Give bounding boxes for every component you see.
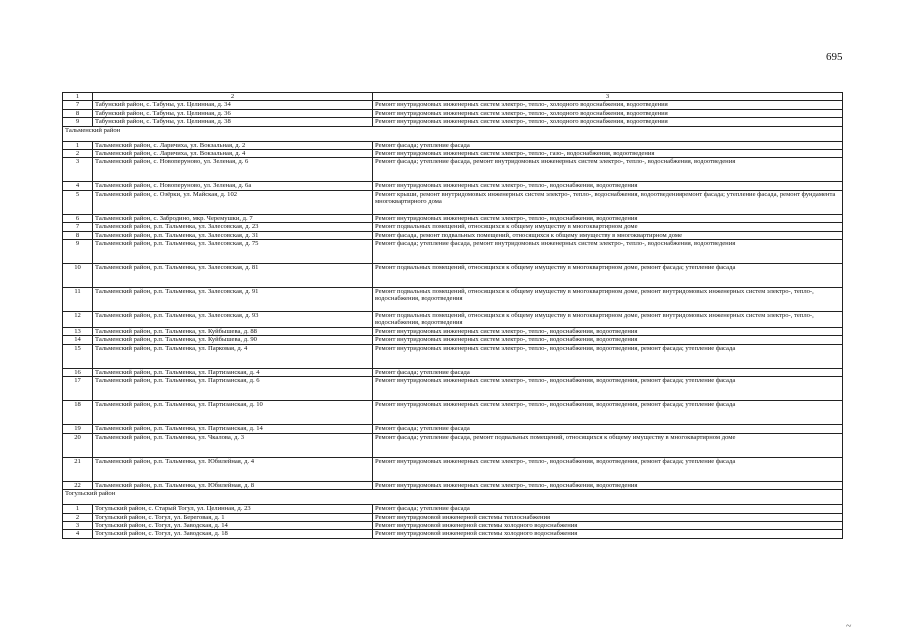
table-row bbox=[63, 223, 843, 231]
row-address: Тальменский район, р.п. Тальменка, ул. Партизанская, д. 4 bbox=[93, 368, 373, 376]
row-work-description: Ремонт внутридомовых инженерных систем электро-, тепло-, холодного водоснабжения, водоотведения bbox=[373, 109, 843, 117]
row-work-description: Ремонт внутридомовых инженерных систем электро-, тепло-, водоснабжения, водоотведения, ремонт фасада; утепление фасада bbox=[373, 344, 843, 368]
row-number: 17 bbox=[63, 377, 93, 401]
row-number: 1 bbox=[63, 505, 93, 513]
row-work-description: Ремонт фасада; утепление фасада, ремонт внутридомовых инженерных систем электро-, тепло-, водоснабжения, водоотведения bbox=[373, 240, 843, 264]
row-work-description: Ремонт внутридомовых инженерных систем электро-, тепло-, водоснабжения, водоотведения, ремонт фасада; утепление фасада bbox=[373, 457, 843, 481]
row-address: Тальменский район, р.п. Тальменка, ул. Залесовская, д. 23 bbox=[93, 223, 373, 231]
row-address: Тальменский район, р.п. Тальменка, ул. Юбилейная, д. 8 bbox=[93, 481, 373, 489]
row-address: Тогульский район, с. Тогул, ул. Заводская, д. 14 bbox=[93, 521, 373, 529]
table-row bbox=[63, 150, 843, 158]
page-number: 695 bbox=[826, 51, 843, 63]
row-address: Табунский район, с. Табуны, ул. Целинная, д. 34 bbox=[93, 101, 373, 109]
row-address: Тальменский район, р.п. Тальменка, ул. Юбилейная, д. 4 bbox=[93, 457, 373, 481]
row-number: 9 bbox=[63, 118, 93, 126]
row-work-description: Ремонт внутридомовых инженерных систем электро-, тепло-, водоснабжения, водоотведения bbox=[373, 336, 843, 344]
row-number: 15 bbox=[63, 344, 93, 368]
table-row bbox=[63, 312, 843, 328]
row-number: 3 bbox=[63, 521, 93, 529]
row-address: Тальменский район, с. Новоперуново, ул. Зеленая, д. 6а bbox=[93, 182, 373, 190]
row-address: Тальменский район, с. Ларичиха, ул. Вокзальная, д. 4 bbox=[93, 150, 373, 158]
table-row bbox=[63, 336, 843, 344]
row-address: Тальменский район, р.п. Тальменка, ул. Залесовская, д. 31 bbox=[93, 231, 373, 239]
row-work-description: Ремонт подвальных помещений, относящихся к общему имуществу в многоквартирном доме, ремонт внутридомовых инженерных систем электро-, тепло-, водоснабжения, водоотведения bbox=[373, 312, 843, 328]
table-row bbox=[63, 158, 843, 182]
row-number: 8 bbox=[63, 109, 93, 117]
row-address: Тальменский район, р.п. Тальменка, ул. Залесовская, д. 91 bbox=[93, 288, 373, 312]
row-number: 11 bbox=[63, 288, 93, 312]
row-work-description: Ремонт внутридомовых инженерных систем электро-, тепло-, водоснабжения, водоотведения bbox=[373, 481, 843, 489]
row-address: Тальменский район, р.п. Тальменка, ул. Залесовская, д. 75 bbox=[93, 240, 373, 264]
row-work-description: Ремонт внутридомовой инженерной системы теплоснабжения bbox=[373, 513, 843, 521]
table-row bbox=[63, 141, 843, 149]
row-work-description: Ремонт внутридомовых инженерных систем электро-, тепло-, водоснабжения, водоотведения bbox=[373, 182, 843, 190]
table-row bbox=[63, 521, 843, 529]
row-work-description: Ремонт подвальных помещений, относящихся к общему имуществу в многоквартирном доме, ремонт фасада; утепление фасада bbox=[373, 264, 843, 288]
row-address: Тальменский район, р.п. Тальменка, ул. Партизанская, д. 14 bbox=[93, 425, 373, 433]
table-row bbox=[63, 401, 843, 425]
row-number: 3 bbox=[63, 158, 93, 182]
row-number: 7 bbox=[63, 223, 93, 231]
row-address: Тальменский район, р.п. Тальменка, ул. Залесовская, д. 81 bbox=[93, 264, 373, 288]
section-title: Тогульский район bbox=[63, 490, 843, 505]
row-number: 14 bbox=[63, 336, 93, 344]
row-work-description: Ремонт подвальных помещений, относящихся к общему имуществу в многоквартирном доме bbox=[373, 223, 843, 231]
row-address: Тальменский район, р.п. Тальменка, ул. Куйбышева, д. 88 bbox=[93, 328, 373, 336]
row-work-description: Ремонт фасада; утепление фасада bbox=[373, 425, 843, 433]
row-address: Тальменский район, р.п. Тальменка, ул. Чкалова, д. 3 bbox=[93, 433, 373, 457]
section-title: Тальменский район bbox=[63, 126, 843, 141]
row-address: Тальменский район, р.п. Тальменка, ул. Парковая, д. 4 bbox=[93, 344, 373, 368]
row-address: Тальменский район, р.п. Тальменка, ул. Залесовская, д. 93 bbox=[93, 312, 373, 328]
row-work-description: Ремонт внутридомовых инженерных систем электро-, тепло-, холодного водоснабжения, водоотведения bbox=[373, 118, 843, 126]
row-work-description: Ремонт внутридомовых инженерных систем электро-, тепло-, водоснабжения, водоотведения, ремонт фасада; утепление фасада bbox=[373, 401, 843, 425]
row-address: Тальменский район, р.п. Тальменка, ул. Куйбышева, д. 90 bbox=[93, 336, 373, 344]
table-row bbox=[63, 457, 843, 481]
row-number: 21 bbox=[63, 457, 93, 481]
table-row bbox=[63, 231, 843, 239]
table-row bbox=[63, 118, 843, 126]
row-work-description: Ремонт внутридомовых инженерных систем электро-, тепло-, водоснабжения, водоотведения bbox=[373, 214, 843, 222]
row-number: 9 bbox=[63, 240, 93, 264]
row-address: Тальменский район, р.п. Тальменка, ул. Партизанская, д. 6 bbox=[93, 377, 373, 401]
row-work-description: Ремонт внутридомовых инженерных систем электро-, тепло-, газо-, водоснабжения, водоотведения bbox=[373, 150, 843, 158]
row-address: Тальменский район, с. Ларичиха, ул. Вокзальная, д. 2 bbox=[93, 141, 373, 149]
table-row bbox=[63, 109, 843, 117]
table-row bbox=[63, 505, 843, 513]
row-number: 22 bbox=[63, 481, 93, 489]
row-work-description: Ремонт фасада; утепление фасада, ремонт внутридомовых инженерных систем электро-, тепло-, водоснабжения, водоотведения bbox=[373, 158, 843, 182]
section-row bbox=[63, 126, 843, 141]
row-work-description: Ремонт подвальных помещений, относящихся к общему имуществу в многоквартирном доме, ремонт внутридомовых инженерных систем электро-, тепло-, водоснабжения, водоотведения bbox=[373, 288, 843, 312]
row-number: 2 bbox=[63, 150, 93, 158]
row-number: 7 bbox=[63, 101, 93, 109]
row-number: 10 bbox=[63, 264, 93, 288]
row-work-description: Ремонт внутридомовых инженерных систем электро-, тепло-, холодного водоснабжения, водоотведения bbox=[373, 101, 843, 109]
table-row bbox=[63, 214, 843, 222]
row-number: 6 bbox=[63, 214, 93, 222]
row-address: Тальменский район, р.п. Тальменка, ул. Партизанская, д. 10 bbox=[93, 401, 373, 425]
table-row bbox=[63, 425, 843, 433]
row-address: Тальменский район, с. Забродино, мкр. Черемушки, д. 7 bbox=[93, 214, 373, 222]
row-number: 4 bbox=[63, 182, 93, 190]
row-work-description: Ремонт крыши, ремонт внутридомовых инженерных систем электро-, тепло-, водоснабжения, водоотведенияремонт фасада; утепление фасада, ремонт фундамента многоквартирного дома bbox=[373, 190, 843, 214]
table-row bbox=[63, 433, 843, 457]
row-address: Тальменский район, с. Новоперуново, ул. Зеленая, д. 6 bbox=[93, 158, 373, 182]
section-row bbox=[63, 490, 843, 505]
table-row bbox=[63, 513, 843, 521]
column-header-1: 1 bbox=[63, 93, 93, 101]
header-row bbox=[63, 93, 843, 101]
table-row bbox=[63, 344, 843, 368]
row-address: Табунский район, с. Табуны, ул. Целинная, д. 36 bbox=[93, 109, 373, 117]
column-header-3: 3 bbox=[373, 93, 843, 101]
row-work-description: Ремонт фасада; утепление фасада bbox=[373, 141, 843, 149]
row-work-description: Ремонт внутридомовой инженерной системы холодного водоснабжения bbox=[373, 521, 843, 529]
table-row bbox=[63, 288, 843, 312]
row-work-description: Ремонт фасада; утепление фасада bbox=[373, 505, 843, 513]
row-number: 20 bbox=[63, 433, 93, 457]
row-work-description: Ремонт внутридомовых инженерных систем электро-, тепло-, водоснабжения, водоотведения bbox=[373, 328, 843, 336]
row-number: 1 bbox=[63, 141, 93, 149]
row-address: Тогульский район, с. Тогул, ул. Заводская, д. 18 bbox=[93, 530, 373, 538]
row-number: 13 bbox=[63, 328, 93, 336]
row-number: 2 bbox=[63, 513, 93, 521]
table-row bbox=[63, 530, 843, 538]
row-number: 5 bbox=[63, 190, 93, 214]
row-number: 16 bbox=[63, 368, 93, 376]
row-address: Табунский район, с. Табуны, ул. Целинная, д. 38 bbox=[93, 118, 373, 126]
row-work-description: Ремонт фасада, ремонт подвальных помещений, относящихся к общему имуществу в многоквартирном доме bbox=[373, 231, 843, 239]
row-work-description: Ремонт фасада; утепление фасада bbox=[373, 368, 843, 376]
table-row bbox=[63, 481, 843, 489]
repair-schedule-table bbox=[62, 92, 843, 539]
row-number: 12 bbox=[63, 312, 93, 328]
table-row bbox=[63, 368, 843, 376]
row-address: Тогульский район, с. Старый Тогул, ул. Целинная, д. 23 bbox=[93, 505, 373, 513]
row-number: 18 bbox=[63, 401, 93, 425]
table-row bbox=[63, 190, 843, 214]
row-work-description: Ремонт внутридомовых инженерных систем электро-, тепло-, водоснабжения, водоотведения, ремонт фасада; утепление фасада bbox=[373, 377, 843, 401]
table-row bbox=[63, 328, 843, 336]
row-address: Тогульский район, с. Тогул, ул. Береговая, д. 1 bbox=[93, 513, 373, 521]
row-number: 8 bbox=[63, 231, 93, 239]
row-work-description: Ремонт фасада; утепление фасада, ремонт подвальных помещений, относящихся к общему имуществу в многоквартирном доме bbox=[373, 433, 843, 457]
row-address: Тальменский район, с. Озёрки, ул. Майская, д. 102 bbox=[93, 190, 373, 214]
table-row bbox=[63, 240, 843, 264]
table-row bbox=[63, 182, 843, 190]
table-row bbox=[63, 264, 843, 288]
column-header-2: 2 bbox=[93, 93, 373, 101]
scan-mark: ~ bbox=[846, 621, 852, 632]
table-row bbox=[63, 101, 843, 109]
row-number: 4 bbox=[63, 530, 93, 538]
table-row bbox=[63, 377, 843, 401]
row-work-description: Ремонт внутридомовой инженерной системы холодного водоснабжения bbox=[373, 530, 843, 538]
row-number: 19 bbox=[63, 425, 93, 433]
